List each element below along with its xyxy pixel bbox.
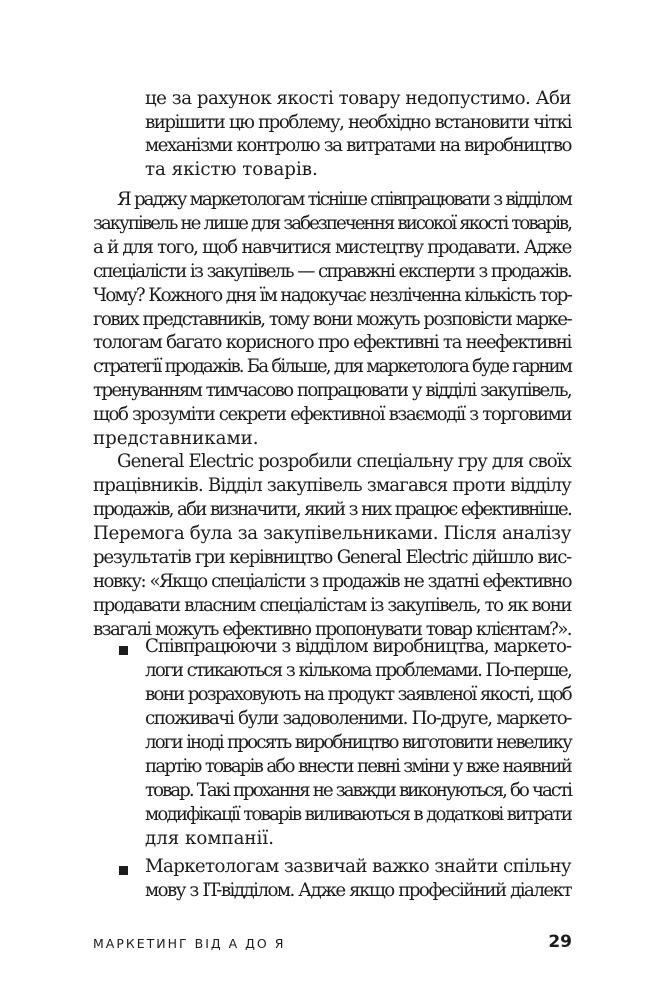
text-line: Я раджу маркетологам тісніше співпрацювати з відділом [117, 189, 571, 210]
text-line: логи іноді просять виробництво виготовити невелику [145, 731, 571, 753]
running-footer-title: МАРКЕТИНГ ВІД А ДО Я [93, 936, 286, 951]
text-line: мову з IT-відділом. Адже якщо професійний діалект [145, 880, 571, 901]
text-line: продажів, аби визначити, який з них працює ефективніше. [93, 498, 571, 520]
text-line: тологам багато корисного про ефективні та неефективні [93, 332, 571, 354]
text-line: стратегії продажів. Ба більше, для маркетолога буде гарним [93, 356, 571, 378]
text-line: а й для того, щоб навчитися мистецтву продавати. Адже [93, 236, 571, 258]
text-line: закупівель не лише для забезпечення високої якості товарів, [93, 212, 571, 234]
text-line: Перемога була за закупівельниками. Після аналізу [93, 522, 571, 544]
bullet-marker [119, 866, 128, 875]
text-line: та якістю товарів. [145, 158, 318, 180]
text-line: модифікації товарів виливаються в додаткові витрати [145, 803, 571, 825]
text-line: щоб зрозуміти секрети ефективної взаємодії з торговими [93, 404, 571, 426]
text-line: спеціалісти із закупівель — справжні експерти з продажів. [93, 260, 571, 282]
text-line: представниками. [93, 428, 259, 449]
text-line: новку: «Якщо спеціалісти з продажів не здатні ефективно [93, 570, 571, 592]
text-line: результатів гри керівництво General Electric дійшло вис- [93, 546, 571, 568]
text-line: працівників. Відділ закупівель змагався проти відділу [93, 474, 571, 496]
text-line: товар. Такі прохання не завжди виконуються, бо часті [145, 779, 571, 801]
text-line: General Electric розробили спеціальну гру для своїх [117, 451, 571, 472]
text-line: тренуванням тимчасово попрацювати у відділі закупівель, [93, 380, 571, 402]
text-line: партію товарів або внести певні зміни у вже наявний [145, 755, 571, 777]
bullet-marker [119, 646, 128, 655]
text-line: споживачі були задоволеними. По-друге, маркето- [145, 707, 571, 729]
text-line: вирішити цю проблему, необхідно встановити чіткі [145, 111, 571, 133]
text-line: взагалі можуть ефективно пропонувати товар клієнтам?». [93, 618, 571, 640]
text-line: це за рахунок якості товару недопустимо. Аби [145, 88, 571, 109]
text-line: Маркетологам зазвичай важко знайти спільну [145, 856, 571, 877]
text-line: гових представників, тому вони можуть розповісти марке- [93, 308, 571, 330]
page-number: 29 [548, 932, 572, 952]
text-line: механізми контролю за витратами на виробництво [145, 135, 571, 157]
text-line: для компанії. [145, 827, 274, 849]
text-line: Чому? Кожного дня їм надокучає незліченна кількість тор- [93, 284, 571, 306]
text-line: вони розраховують на продукт заявленої якості, щоб [145, 683, 571, 705]
text-line: Співпрацюючи з відділом виробництва, маркето- [145, 636, 571, 657]
text-line: продавати власним спеціалістам із закупівель, то як вони [93, 594, 571, 616]
text-line: логи стикаються з кількома проблемами. По-перше, [145, 659, 571, 681]
